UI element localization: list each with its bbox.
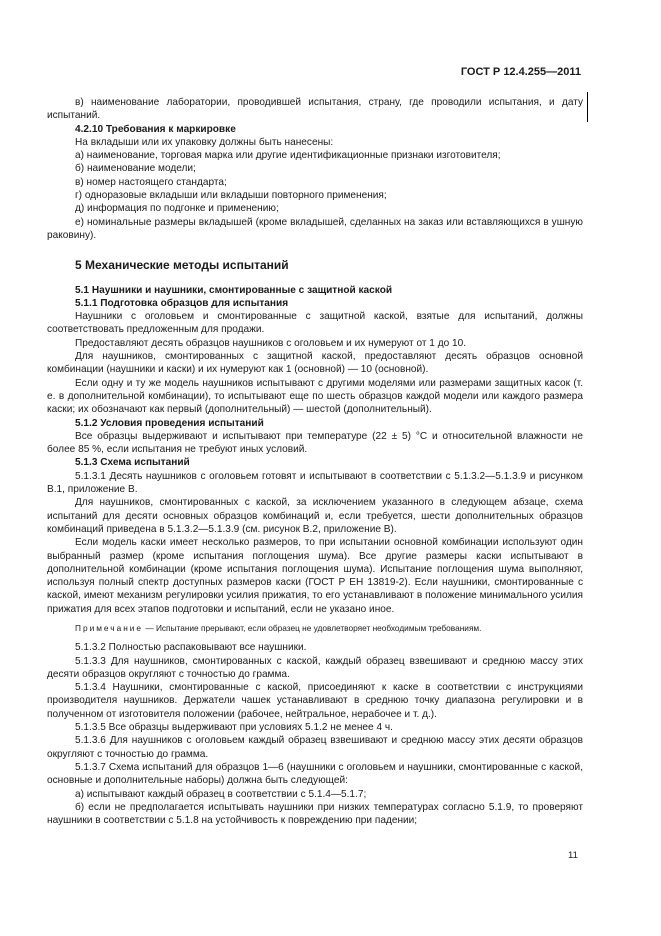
note [47,622,583,635]
paragraph: Если модель каски имеет несколько размеров, то при испытании основной комбинации используют один выбранный размер (кроме испытания поглощения шума). Все другие размеры каски испытывают в дополнительной комбинации (кроме испытания поглощения шума). Испытание поглощения шума выполняют, используя полный спектр доступных размеров каски (ГОСТ Р ЕН 13819-2). Если наушники, смонтированные с каской, имеют механизм регулировки усилия прижатия, то его устанавливают в положение минимального усилия прижатия для всех этапов подготовки и испытаний, если не указано иное. [47,537,583,615]
note-text: — Испытание прерывают, если образец не удовлетворяет необходимым требованиям. [143,622,482,633]
heading-5-1: 5.1 Наушники и наушники, смонтированные с защитной каской [75,284,393,296]
paragraph: На вкладыши или их упаковку должны быть нанесены: [75,136,334,148]
list-item: в) номер настоящего стандарта; [75,176,227,188]
list-item: д) информация по подгонке и применению; [75,203,279,215]
paragraph: Для наушников, смонтированных с защитной каской, предоставляют десять образцов основной комбинации (наушники и каски) и их нумеруют как 1 (основной) — 10 (основной). [47,351,583,376]
list-item: е) номинальные размеры вкладышей (кроме вкладышей, сделанных на заказ или вставляющихся в ушную раковину). [47,216,583,241]
heading-5-1-3: 5.1.3 Схема испытаний [75,457,190,469]
heading-4-2-10: 4.2.10 Требования к маркировке [75,123,236,135]
paragraph: в) наименование лаборатории, проводившей испытания, страну, где проводили испытания, и дату испытаний. [47,97,583,122]
list-item: а) наименование, торговая марка или другие идентификационные признаки изготовителя; [75,150,501,162]
document-header: ГОСТ Р 12.4.255—2011 [460,66,581,78]
paragraph: Предоставляют десять образцов наушников с оголовьем и их нумеруют от 1 до 10. [75,337,467,349]
paragraph: Для наушников, смонтированных с каской, за исключением указанного в следующем абзаце, схема испытаний для десяти основных образцов комбинаций и, если требуется, шести дополнительных образцов комбинаций приведена в 5.1.3.2—5.1.3.9 (см. рисунок В.2, приложение В). [47,497,583,535]
list-item: б) если не предполагается испытывать наушники при низких температурах согласно 5.1.9, то проверяют наушники в соответствии с 5.1.8 на устойчивость к повреждению при падении; [47,801,583,827]
paragraph: Если одну и ту же модель наушников испытывают с другими моделями или размерами защитных касок (т. е. в дополнительной комбинации), то испытывают еще по шесть образцов каждой модели или каждого размера каски; их обозначают как первый (дополнительный) — шестой (дополнительный). [47,377,583,416]
note-label: Примечание [75,622,144,633]
heading-5-1-1: 5.1.1 Подготовка образцов для испытания [75,297,289,309]
paragraph: Наушники с оголовьем и смонтированные с защитной каской, взятые для испытаний, должны соответствовать предложенным для продажи. [47,311,583,336]
paragraph: Все образцы выдерживают и испытывают при температуре (22 ± 5) °С и относительной влажности не более 85 %, если испытания не требуют иных условий. [47,430,583,456]
paragraph: 5.1.3.1 Десять наушников с оголовьем готовят и испытывают в соответствии с 5.1.3.2—5.1.3.9 и рисунком В.1, приложение В. [47,470,583,496]
heading-5-1-2: 5.1.2 Условия проведения испытаний [75,417,264,429]
list-item: б) наименование модели; [75,163,196,175]
change-bar [587,92,588,122]
document-body [47,96,583,827]
paragraph: 5.1.3.5 Все образцы выдерживают при условиях 5.1.2 не менее 4 ч. [75,722,393,734]
paragraph: 5.1.3.7 Схема испытаний для образцов 1—6 (наушники с оголовьем и наушники, смонтированные с каской, основные и дополнительные наборы) должна быть следующей: [47,761,583,787]
list-item: а) испытывают каждый образец в соответствии с 5.1.4—5.1.7; [75,788,367,800]
paragraph: 5.1.3.3 Для наушников, смонтированных с каской, каждый образец взвешивают и среднюю массу этих десяти образцов округляют с точностью до грамма. [47,655,583,680]
page-number: 11 [568,850,578,861]
paragraph: 5.1.3.2 Полностью распаковывают все наушники. [75,642,307,654]
paragraph: 5.1.3.6 Для наушников с оголовьем каждый образец взвешивают и среднюю массу этих десяти образцов округляют с точностью до грамма. [47,735,583,760]
section-5-heading: 5 Механические методы испытаний [75,258,289,273]
paragraph: 5.1.3.4 Наушники, смонтированные с каской, присоединяют к каске в соответствии с инструкциями производителя наушников. Держатели чашек устанавливают в среднюю точку диапазона регулировки и в полученном от изготовителя положении (рабочее, нейтральное, нерабочее и т. д.). [47,682,583,720]
list-item: г) одноразовые вкладыши или вкладыши повторного применения; [75,190,387,202]
